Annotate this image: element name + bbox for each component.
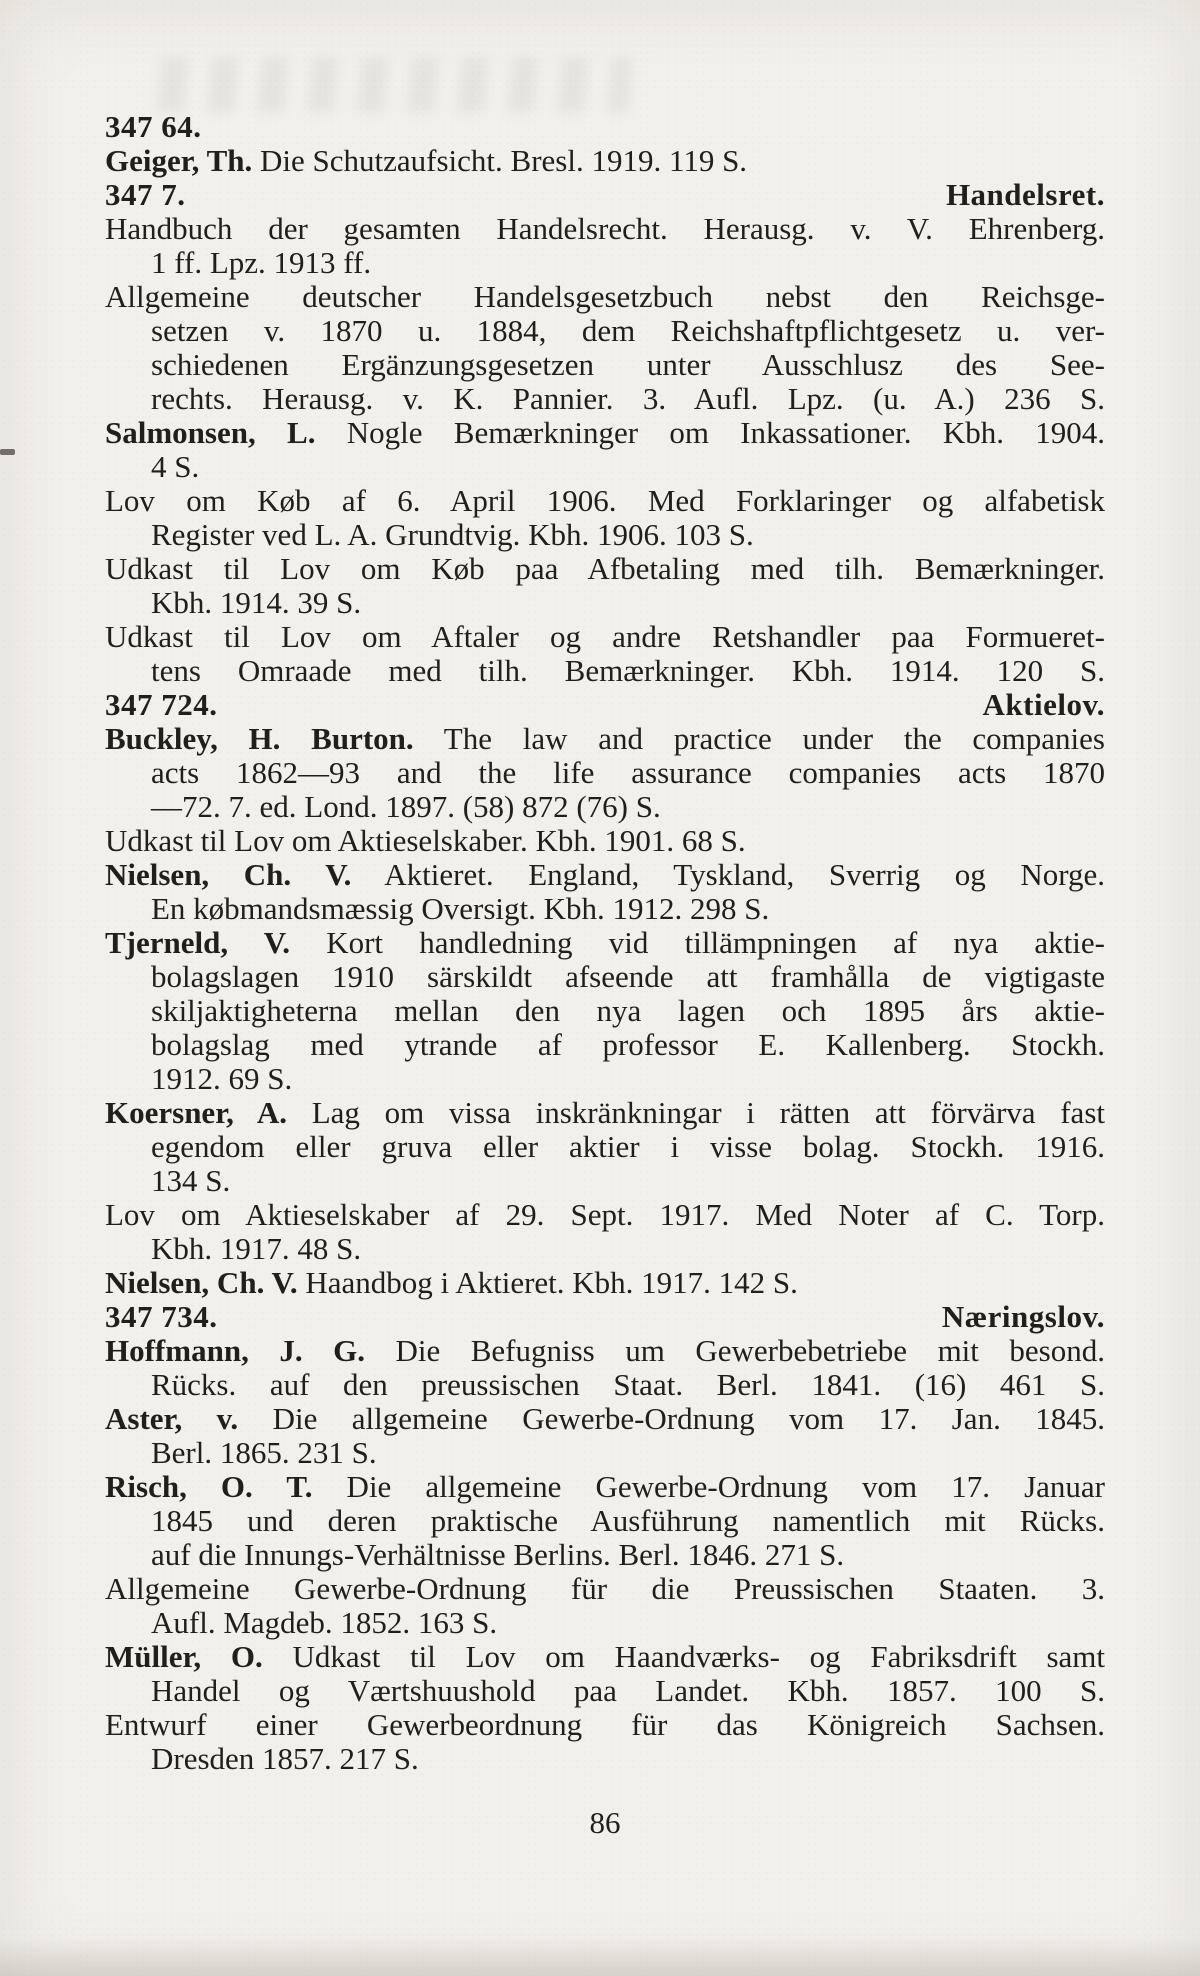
bleed-through-smudge [158,58,633,112]
entry-line [105,1504,1105,1538]
author-name: Müller, O. [105,1639,263,1674]
entry-line [105,416,1105,450]
entry-line [105,790,1105,824]
line-text: Kbh. 1914. 39 S. [151,585,362,620]
entry-line [105,892,1105,926]
line-text: Handel og Værtshuushold paa Landet. Kbh. 1857. 100 S. [151,1673,1105,1708]
line-text: Kbh. 1917. 48 S. [151,1231,362,1266]
entry-line [105,348,1105,382]
entry-line [105,1640,1105,1674]
entry-line [105,722,1105,756]
line-text: —72. 7. ed. Lond. 1897. (58) 872 (76) S. [151,789,661,824]
class-number: 347 734. [105,1299,218,1334]
line-text: tens Omraade med tilh. Bemærkninger. Kbh. 1914. 120 S. [151,653,1105,688]
line-text: 1845 und deren praktische Ausführung namentlich mit Rücks. [151,1503,1105,1538]
line-text: Lov om Aktieselskaber af 29. Sept. 1917. Med Noter af C. Torp. [105,1197,1105,1232]
classification-section [105,178,1105,688]
entry-line [105,1742,1105,1776]
line-text: The law and practice under the companies [413,721,1105,756]
line-text: Nogle Bemærkninger om Inkassationer. Kbh. 1904. [315,415,1105,450]
entry-line [105,824,1105,858]
section-header [105,1300,1105,1334]
entry-line [105,1164,1105,1198]
author-name: Buckley, H. Burton. [105,721,414,756]
author-name: Koersner, A. [105,1095,287,1130]
line-text: acts 1862—93 and the life assurance companies acts 1870 [151,755,1105,790]
line-text: Allgemeine Gewerbe-Ordnung für die Preussischen Staaten. 3. [105,1571,1105,1606]
entry-line [105,1436,1105,1470]
author-name: Geiger, Th. [105,143,253,178]
line-text: Udkast til Lov om Aktieselskaber. Kbh. 1901. 68 S. [105,823,746,858]
line-text: Handbuch der gesamten Handelsrecht. Herausg. v. V. Ehrenberg. [105,211,1105,246]
author-name: Nielsen, Ch. V. [105,1265,298,1300]
entry-line [105,1334,1105,1368]
entry-line [105,1096,1105,1130]
page-edge-mark [0,449,15,455]
line-text: Udkast til Lov om Aftaler og andre Retshandler paa Formueret- [105,619,1105,654]
entry-line [105,484,1105,518]
line-text: Aktieret. England, Tyskland, Sverrig og Norge. [351,857,1106,892]
entry-list [105,144,1105,178]
entry-line [105,314,1105,348]
line-text: Lag om vissa inskränkningar i rätten att förvärva fast [287,1095,1105,1130]
entry-line [105,518,1105,552]
author-name: Tjerneld, V. [105,925,290,960]
section-header [105,688,1105,722]
subject-heading: Aktielov. [982,687,1105,722]
author-name: Risch, O. T. [105,1469,313,1504]
entry-line [105,1232,1105,1266]
line-text: Lov om Køb af 6. April 1906. Med Forklaringer og alfabetisk [105,483,1105,518]
classification-section [105,110,1105,178]
entry-line [105,450,1105,484]
line-text: Udkast til Lov om Haandværks- og Fabriksdrift samt [262,1639,1105,1674]
line-text: Die Befugniss um Gewerbebetriebe mit besond. [364,1333,1105,1368]
line-text: Die allgemeine Gewerbe-Ordnung vom 17. Jan. 1845. [238,1401,1105,1436]
line-text: egendom eller gruva eller aktier i visse bolag. Stockh. 1916. [151,1129,1105,1164]
entry-line [105,1674,1105,1708]
line-text: En købmandsmæssig Oversigt. Kbh. 1912. 298 S. [151,891,770,926]
page-number: 86 [589,1805,621,1840]
line-text: Die allgemeine Gewerbe-Ordnung vom 17. Januar [312,1469,1105,1504]
section-header [105,178,1105,212]
entry-line [105,1572,1105,1606]
line-text: 1912. 69 S. [151,1061,293,1096]
classification-section [105,688,1105,1300]
class-number: 347 7. [105,177,186,212]
line-text: Allgemeine deutscher Handelsgesetzbuch nebst den Reichsge- [105,279,1105,314]
line-text: Die Schutzaufsicht. Bresl. 1919. 119 S. [252,143,748,178]
line-text: 1 ff. Lpz. 1913 ff. [151,245,372,280]
classification-section [105,1300,1105,1776]
line-text: Aufl. Magdeb. 1852. 163 S. [151,1605,498,1640]
entry-list [105,1334,1105,1776]
author-name: Salmonsen, L. [105,415,316,450]
line-text: Kort handledning vid tillämpningen af nya aktie- [289,925,1105,960]
subject-heading: Handelsret. [945,177,1105,212]
author-name: Nielsen, Ch. V. [105,857,352,892]
line-text: Register ved L. A. Grundtvig. Kbh. 1906. 103 S. [151,517,754,552]
entry-line [105,1470,1105,1504]
entry-list [105,212,1105,688]
entry-line [105,654,1105,688]
entry-line [105,926,1105,960]
entry-line [105,1062,1105,1096]
entry-line [105,212,1105,246]
entry-list [105,722,1105,1300]
class-number: 347 64. [105,109,202,144]
line-text: Haandbog i Aktieret. Kbh. 1917. 142 S. [297,1265,798,1300]
line-text: bolagslag med ytrande af professor E. Kallenberg. Stockh. [151,1027,1105,1062]
entry-line [105,1708,1105,1742]
class-number: 347 724. [105,687,218,722]
line-text: rechts. Herausg. v. K. Pannier. 3. Aufl. Lpz. (u. A.) 236 S. [151,381,1105,416]
entry-line [105,960,1105,994]
entry-line [105,246,1105,280]
entry-line [105,620,1105,654]
entry-line [105,1266,1105,1300]
entry-line [105,1368,1105,1402]
line-text: Entwurf einer Gewerbeordnung für das Königreich Sachsen. [105,1707,1105,1742]
entry-line [105,280,1105,314]
line-text: Rücks. auf den preussischen Staat. Berl. 1841. (16) 461 S. [151,1367,1105,1402]
entry-line [105,382,1105,416]
line-text: schiedenen Ergänzungsgesetzen unter Ausschlusz des See- [151,347,1105,382]
entry-line [105,552,1105,586]
line-text: Udkast til Lov om Køb paa Afbetaling med tilh. Bemærkninger. [105,551,1105,586]
author-name: Aster, v. [105,1401,239,1436]
entry-line [105,586,1105,620]
section-header [105,110,1105,144]
bottom-page-shade [0,1938,1200,1976]
entry-line [105,994,1105,1028]
line-text: setzen v. 1870 u. 1884, dem Reichshaftpflichtgesetz u. ver- [151,313,1105,348]
entry-line [105,1198,1105,1232]
line-text: skiljaktigheterna mellan den nya lagen och 1895 års aktie- [151,993,1105,1028]
line-text: Berl. 1865. 231 S. [151,1435,377,1470]
entry-line [105,1130,1105,1164]
line-text: auf die Innungs-Verhältnisse Berlins. Berl. 1846. 271 S. [151,1537,845,1572]
entry-line [105,756,1105,790]
entry-line [105,1402,1105,1436]
line-text: 134 S. [151,1163,231,1198]
line-text: 4 S. [151,449,200,484]
text-block [105,110,1105,1776]
entry-line [105,144,1105,178]
entry-line [105,1606,1105,1640]
entry-line [105,1028,1105,1062]
entry-line [105,858,1105,892]
line-text: bolagslagen 1910 särskildt afseende att framhålla de vigtigaste [151,959,1105,994]
subject-heading: Næringslov. [941,1299,1105,1334]
entry-line [105,1538,1105,1572]
author-name: Hoffmann, J. G. [105,1333,365,1368]
line-text: Dresden 1857. 217 S. [151,1741,419,1776]
